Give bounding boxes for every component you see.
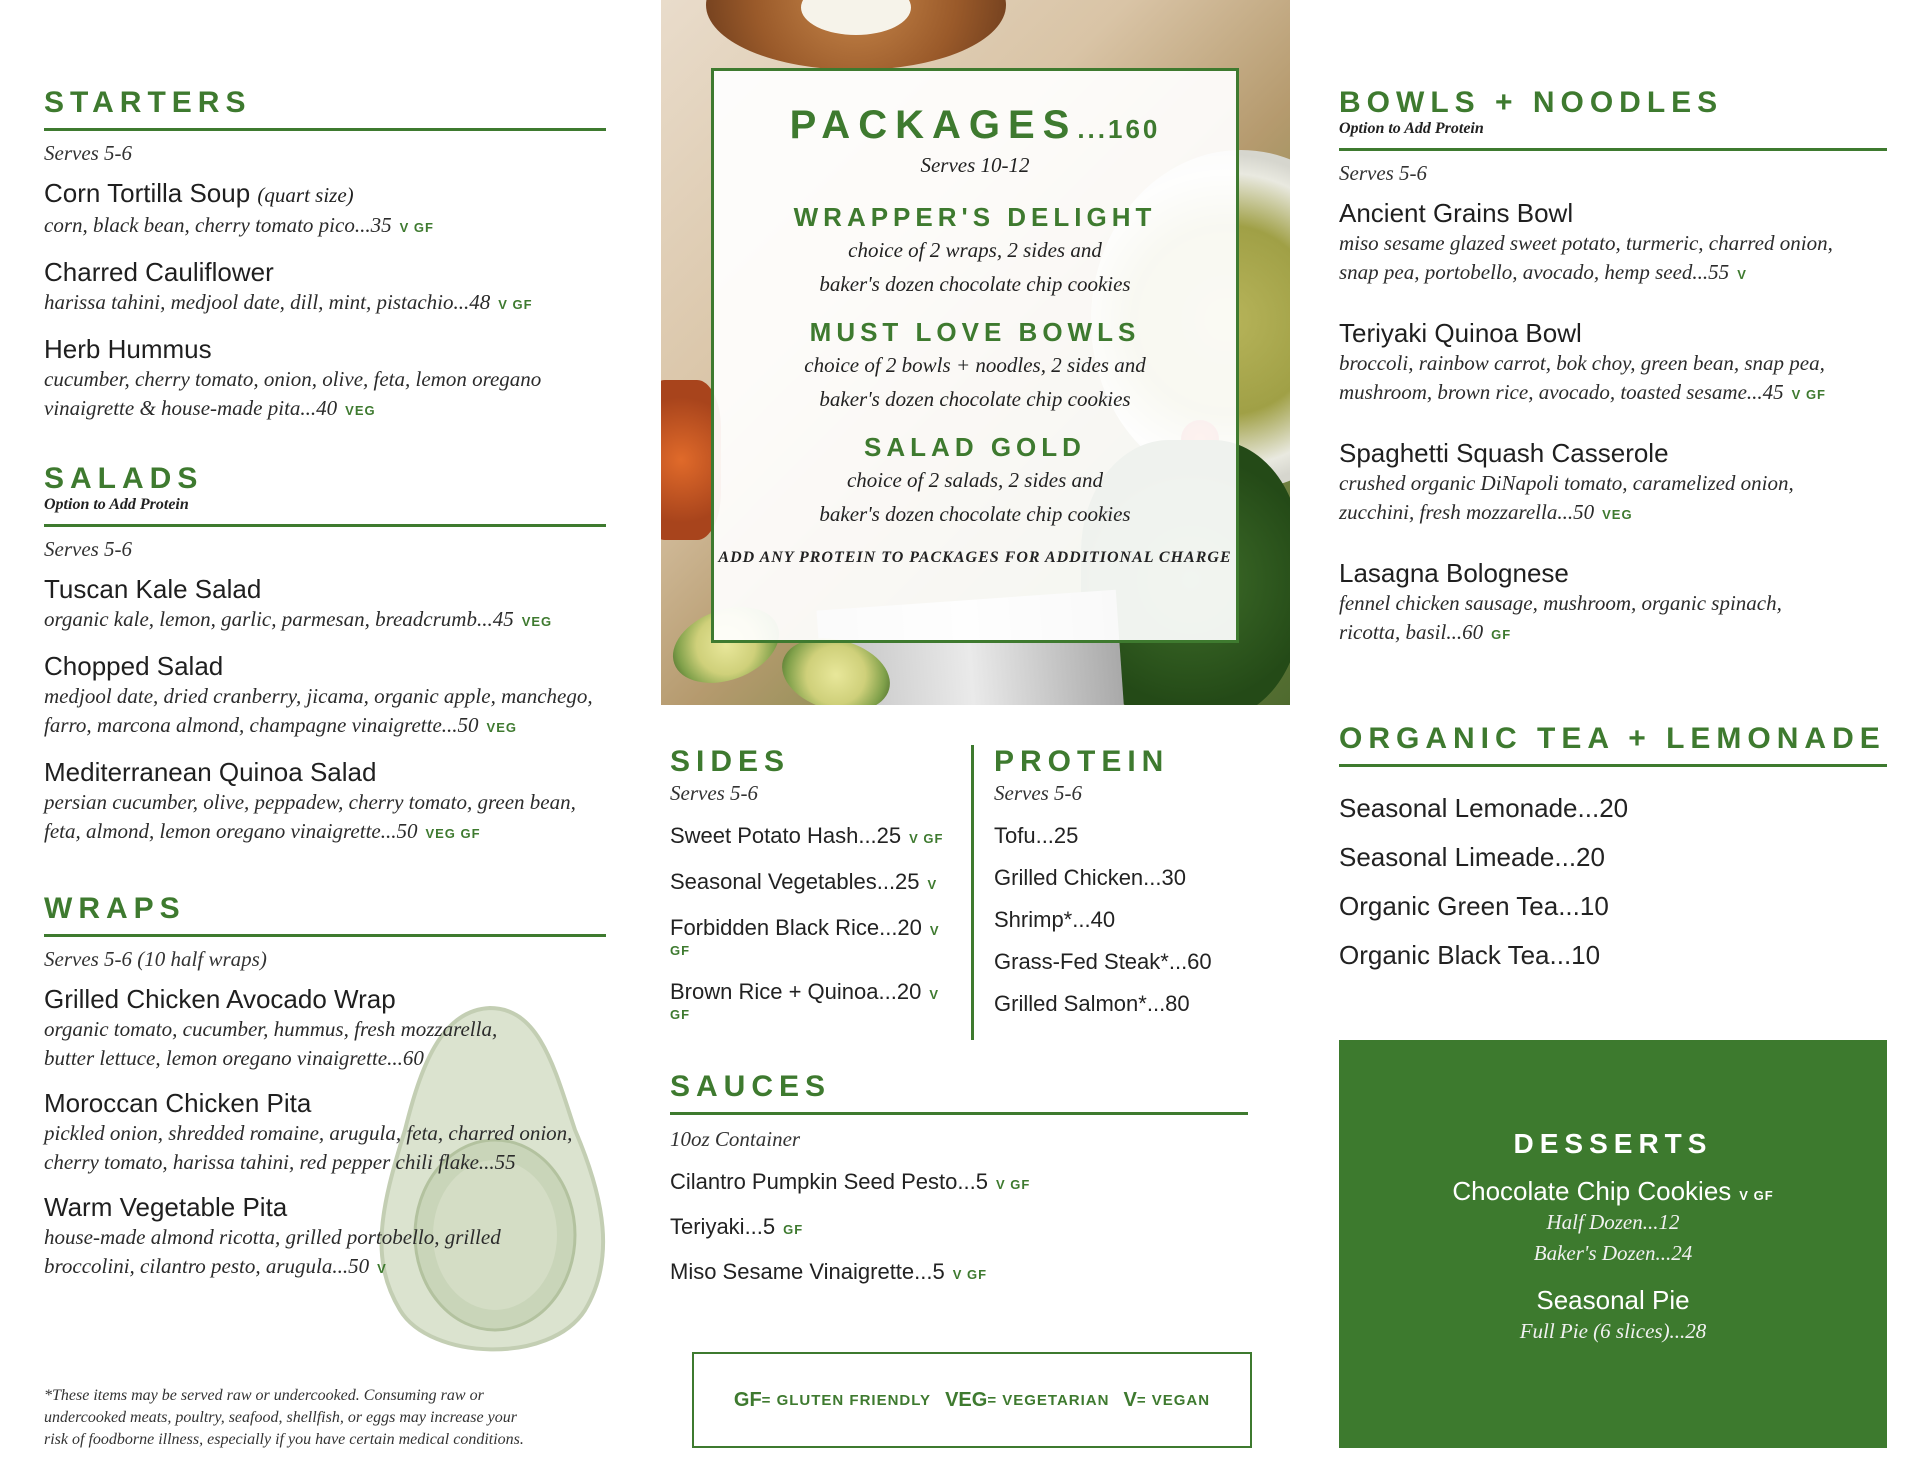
package-desc: baker's dozen chocolate chip cookies <box>819 502 1131 526</box>
diet-tags: V GF <box>670 923 940 958</box>
protein-section <box>994 745 1264 1018</box>
menu-item <box>1339 558 1887 649</box>
dessert-name: Seasonal Pie <box>1536 1285 1690 1315</box>
list-item <box>670 978 960 1024</box>
menu-item <box>1339 438 1887 529</box>
item-desc: harissa tahini, medjool date, dill, mint, pistachio...48 <box>44 290 491 314</box>
item-desc: butter lettuce, lemon oregano vinaigrette...60 <box>44 1046 424 1070</box>
diet-tags: V GF <box>995 1177 1031 1192</box>
menu-item <box>44 334 606 425</box>
menu-item <box>44 574 606 636</box>
packages-box <box>711 68 1239 643</box>
menu-item <box>44 1088 606 1177</box>
menu-item <box>1339 198 1887 289</box>
item-name: Warm Vegetable Pita <box>44 1192 288 1222</box>
item-desc: ricotta, basil...60 <box>1339 620 1484 644</box>
item-desc: persian cucumber, olive, peppadew, cherry tomato, green bean, <box>44 790 576 814</box>
item-name-note: (quart size) <box>257 183 354 207</box>
menu-item <box>44 984 606 1073</box>
item-desc: broccolini, cilantro pesto, arugula...50 <box>44 1254 370 1278</box>
item-desc: cucumber, cherry tomato, onion, olive, feta, lemon oregano <box>44 367 542 391</box>
menu-item <box>44 757 606 848</box>
menu-item <box>44 1192 606 1283</box>
diet-tags: V GF <box>1739 1188 1774 1203</box>
package-desc: baker's dozen chocolate chip cookies <box>819 272 1131 296</box>
side-label: Seasonal Vegetables...25 <box>670 869 920 894</box>
package-desc: baker's dozen chocolate chip cookies <box>819 387 1131 411</box>
diet-tags: V GF <box>1791 387 1826 402</box>
bowls-section <box>1339 86 1887 649</box>
drink-item: Seasonal Limeade...20 <box>1339 842 1605 872</box>
list-item <box>670 914 960 960</box>
starters-section <box>44 86 606 425</box>
sides-serves: Serves 5-6 <box>670 781 759 805</box>
packages-price: ...160 <box>1077 114 1161 144</box>
diet-legend <box>692 1352 1252 1448</box>
sides-section <box>670 745 960 1024</box>
package-desc: choice of 2 wraps, 2 sides and <box>848 238 1102 262</box>
side-label: Brown Rice + Quinoa...20 <box>670 979 922 1004</box>
list-item <box>670 1258 1248 1286</box>
bowls-title: BOWLS + NOODLES <box>1339 86 1724 119</box>
drink-item: Organic Black Tea...10 <box>1339 940 1601 970</box>
item-name: Tuscan Kale Salad <box>44 574 262 604</box>
dessert-price: Full Pie (6 slices)...28 <box>1519 1319 1707 1343</box>
item-desc: corn, black bean, cherry tomato pico...35 <box>44 213 392 237</box>
diet-tags: GF <box>783 1222 804 1237</box>
legend-gf-key: GF <box>733 1388 762 1411</box>
item-name: Lasagna Bolognese <box>1339 558 1569 588</box>
diet-tags: V GF <box>952 1267 988 1282</box>
tea-section <box>1339 722 1887 971</box>
sauce-label: Miso Sesame Vinaigrette...5 <box>670 1259 945 1284</box>
item-name: Corn Tortilla Soup <box>44 178 251 208</box>
dessert-price: Baker's Dozen...24 <box>1533 1241 1693 1265</box>
menu-item <box>1339 318 1887 409</box>
item-desc: feta, almond, lemon oregano vinaigrette...50 <box>44 819 418 843</box>
protein-item: Grass-Fed Steak*...60 <box>994 949 1212 974</box>
menu-item <box>44 178 606 242</box>
item-desc: pickled onion, shredded romaine, arugula, feta, charred onion, <box>44 1121 573 1145</box>
dessert-item <box>1339 1176 1887 1207</box>
wraps-serves: Serves 5-6 (10 half wraps) <box>44 947 267 971</box>
dessert-price: Half Dozen...12 <box>1546 1210 1680 1234</box>
list-item <box>670 1168 1248 1196</box>
salads-section <box>44 462 606 848</box>
item-desc: organic tomato, cucumber, hummus, fresh mozzarella, <box>44 1017 498 1041</box>
item-desc: miso sesame glazed sweet potato, turmeric, charred onion, <box>1339 231 1833 255</box>
wraps-title: WRAPS <box>44 892 606 937</box>
packages-serves: Serves 10-12 <box>920 153 1030 177</box>
protein-serves: Serves 5-6 <box>994 781 1083 805</box>
raw-food-disclaimer <box>44 1385 644 1451</box>
legend-v-key: V <box>1123 1388 1137 1411</box>
diet-tags: GF <box>1491 627 1512 642</box>
package-desc: choice of 2 salads, 2 sides and <box>846 468 1104 492</box>
item-desc: cherry tomato, harissa tahini, red pepper chili flake...55 <box>44 1150 516 1174</box>
drink-item: Organic Green Tea...10 <box>1339 891 1609 921</box>
item-name: Spaghetti Squash Casserole <box>1339 438 1669 468</box>
item-desc: vinaigrette & house-made pita...40 <box>44 396 338 420</box>
item-desc: fennel chicken sausage, mushroom, organic spinach, <box>1339 591 1782 615</box>
item-name: Charred Cauliflower <box>44 257 274 287</box>
menu-item <box>44 651 606 742</box>
diet-tags: VEG GF <box>425 826 481 841</box>
diet-tags: V GF <box>909 831 944 846</box>
footnote-line: risk of foodborne illness, especially if you have certain medical conditions. <box>44 1431 524 1448</box>
sauces-title: SAUCES <box>670 1070 1248 1115</box>
desserts-title: DESSERTS <box>1513 1128 1713 1159</box>
list-item <box>670 1213 1248 1241</box>
item-name: Teriyaki Quinoa Bowl <box>1339 318 1582 348</box>
diet-tags: VEG <box>345 403 376 418</box>
legend-v-text: = VEGAN <box>1136 1391 1211 1409</box>
diet-tags: V <box>377 1261 387 1276</box>
drink-item: Seasonal Lemonade...20 <box>1339 793 1629 823</box>
item-desc: zucchini, fresh mozzarella...50 <box>1339 500 1595 524</box>
list-item <box>670 868 960 896</box>
side-label: Forbidden Black Rice...20 <box>670 915 922 940</box>
item-name: Ancient Grains Bowl <box>1339 198 1574 228</box>
item-desc: organic kale, lemon, garlic, parmesan, breadcrumb...45 <box>44 607 514 631</box>
package-name: MUST LOVE BOWLS <box>809 317 1141 347</box>
item-desc: mushroom, brown rice, avocado, toasted sesame...45 <box>1339 380 1784 404</box>
bowls-subtitle: Option to Add Protein <box>1339 120 1484 137</box>
packages-protein-note: ADD ANY PROTEIN TO PACKAGES FOR ADDITIONAL CHARGE <box>718 549 1232 566</box>
protein-item: Shrimp*...40 <box>994 907 1116 932</box>
item-desc: crushed organic DiNapoli tomato, caramelized onion, <box>1339 471 1794 495</box>
item-desc: medjool date, dried cranberry, jicama, organic apple, manchego, <box>44 684 593 708</box>
sauce-label: Teriyaki...5 <box>670 1214 776 1239</box>
diet-tags: V GF <box>670 987 939 1022</box>
item-name: Herb Hummus <box>44 334 212 364</box>
item-name: Grilled Chicken Avocado Wrap <box>44 984 396 1014</box>
item-desc: farro, marcona almond, champagne vinaigrette...50 <box>44 713 479 737</box>
legend-gf-text: = GLUTEN FRIENDLY <box>761 1391 932 1409</box>
menu-item <box>44 257 606 319</box>
footnote-line: undercooked meats, poultry, seafood, shellfish, or eggs may increase your <box>44 1409 517 1426</box>
item-name: Chopped Salad <box>44 651 224 681</box>
diet-tags: V GF <box>498 297 533 312</box>
package-desc: choice of 2 bowls + noodles, 2 sides and <box>804 353 1146 377</box>
legend-veg-key: VEG <box>945 1388 988 1411</box>
starters-serves: Serves 5-6 <box>44 141 133 165</box>
diet-tags: VEG <box>521 614 553 629</box>
side-label: Sweet Potato Hash...25 <box>670 823 902 848</box>
packages-heading <box>714 103 1236 148</box>
starters-title: STARTERS <box>44 86 606 131</box>
diet-tags: VEG <box>486 720 517 735</box>
packages-title: PACKAGES <box>789 103 1078 147</box>
package-name: WRAPPER'S DELIGHT <box>793 202 1157 232</box>
sauces-section <box>670 1070 1248 1286</box>
wraps-section <box>44 892 606 1283</box>
diet-tags: V GF <box>399 220 434 235</box>
protein-item: Grilled Salmon*...80 <box>994 991 1190 1016</box>
bowls-serves: Serves 5-6 <box>1339 161 1428 185</box>
footnote-line: *These items may be served raw or undercooked. Consuming raw or <box>44 1387 484 1404</box>
item-desc: broccoli, rainbow carrot, bok choy, green bean, snap pea, <box>1339 351 1825 375</box>
item-name: Moroccan Chicken Pita <box>44 1088 312 1118</box>
sides-title: SIDES <box>670 745 791 778</box>
item-desc: house-made almond ricotta, grilled portobello, grilled <box>44 1225 501 1249</box>
diet-tags: V <box>927 877 938 892</box>
salads-title: SALADS <box>44 462 204 495</box>
sauces-serves: 10oz Container <box>670 1127 801 1151</box>
protein-item: Tofu...25 <box>994 823 1079 848</box>
desserts-panel <box>1339 1040 1887 1448</box>
salads-subtitle: Option to Add Protein <box>44 496 189 513</box>
dessert-name: Chocolate Chip Cookies <box>1452 1176 1732 1206</box>
protein-title: PROTEIN <box>994 745 1170 778</box>
protein-item: Grilled Chicken...30 <box>994 865 1186 890</box>
diet-tags: V <box>1737 267 1747 282</box>
diet-tags: VEG <box>1602 507 1633 522</box>
list-item <box>670 822 960 850</box>
item-desc: snap pea, portobello, avocado, hemp seed...55 <box>1339 260 1730 284</box>
tea-title: ORGANIC TEA + LEMONADE <box>1339 722 1887 767</box>
salads-serves: Serves 5-6 <box>44 537 133 561</box>
package-name: SALAD GOLD <box>864 432 1086 462</box>
item-name: Mediterranean Quinoa Salad <box>44 757 377 787</box>
sauce-label: Cilantro Pumpkin Seed Pesto...5 <box>670 1169 988 1194</box>
legend-veg-text: = VEGETARIAN <box>987 1391 1110 1409</box>
column-divider <box>971 745 974 1040</box>
dessert-item <box>1339 1285 1887 1316</box>
